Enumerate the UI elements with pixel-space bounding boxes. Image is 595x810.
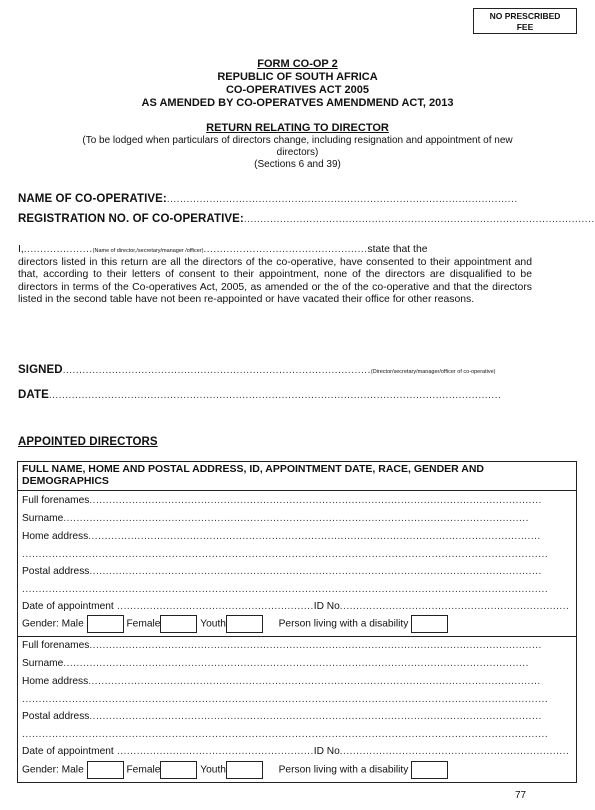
id-label: ID No [313,601,340,612]
youth-label: Youth [200,764,226,776]
id-line[interactable]: ...................................................................... [339,746,570,757]
date-field[interactable]: DATE.......................................................................................................................................... [18,389,502,401]
youth-checkbox[interactable] [226,615,263,633]
appointment-date-line[interactable]: ............................................................ [113,601,314,612]
male-label: Male [61,764,84,776]
return-note-line2: directors) [276,147,319,158]
form-number: FORM CO-OP 2 [257,58,338,70]
postal-address-label: Postal address [22,566,90,577]
postal-address-line2[interactable]: .............................................................................................................................................................. [22,584,549,595]
act-line: CO-OPERATIVES ACT 2005 [225,84,370,96]
postal-address-field[interactable]: Postal address.......................................................................................................................................... [22,711,542,722]
disability-label: Person living with a disability [278,618,409,630]
appointment-id-row [22,601,570,612]
female-checkbox[interactable] [160,761,197,779]
home-address-line2[interactable]: .............................................................................................................................................................. [22,694,549,705]
gender-label: Gender: [22,764,59,776]
surname-field[interactable]: Surname.............................................................................................................................................. [22,513,529,524]
statement-body: directors listed in this return are all the directors of the co-operative, have consented to their appointment and that, according to their letters of consent to their appointment, none of the directors are disqualified to be directors in terms of the Co-operatives Act, 2005, as amended or the of the co-operative and that the directors listed in the second table have not been re-appointed or have vacated their office for other reasons. [18,257,532,305]
coop-name-label: NAME OF CO-OPERATIVE: [18,193,167,205]
coop-name-field[interactable]: NAME OF CO-OPERATIVE:........................................................................................................... [18,193,518,205]
page-number: 77 [515,790,527,801]
entry-divider [17,636,577,637]
signed-label: SIGNED [18,364,63,376]
date-label: DATE [18,389,49,401]
appointment-date-label: Date of appointment [22,746,114,757]
female-checkbox[interactable] [160,615,197,633]
id-line[interactable]: ...................................................................... [339,601,570,612]
country-line: REPUBLIC OF SOUTH AFRICA [217,71,378,83]
fee-box-line2: FEE [516,22,534,32]
home-address-label: Home address [22,531,89,542]
female-label: Female [126,764,161,776]
signed-field[interactable]: SIGNED..............................................................................................(Director/secretary/manager/officer of co-operative) [18,364,496,376]
no-prescribed-fee-box [473,8,577,34]
male-checkbox[interactable] [87,761,124,779]
postal-address-line2[interactable]: .............................................................................................................................................................. [22,729,549,740]
female-label: Female [126,618,161,630]
forenames-field[interactable]: Full forenames.......................................................................................................................................... [22,640,542,651]
forenames-label: Full forenames [22,640,90,651]
registration-number-field[interactable]: REGISTRATION NO. OF CO-OPERATIVE:........................................................................................................... [18,213,595,225]
statement-text1: state that the [367,244,428,255]
home-address-field[interactable]: Home address.......................................................................................................................................... [22,531,541,542]
appointed-directors-heading: APPOINTED DIRECTORS [18,436,158,448]
home-address-label: Home address [22,676,89,687]
signed-hint: (Director/secretary/manager/officer of co-operative) [370,369,496,375]
disability-checkbox[interactable] [411,615,448,633]
fee-box-line1: NO PRESCRIBED [489,11,561,21]
amended-line: AS AMENDED BY CO-OPERATVES AMENDMEND ACT, 2013 [141,97,454,109]
registration-label: REGISTRATION NO. OF CO-OPERATIVE: [18,213,244,225]
home-address-field[interactable]: Home address.......................................................................................................................................... [22,676,541,687]
gender-label: Gender: [22,618,59,630]
director-name-line[interactable]: ..................... [23,244,93,255]
gender-row [22,615,448,633]
postal-address-field[interactable]: Postal address.......................................................................................................................................... [22,566,542,577]
gender-row [22,761,448,779]
youth-label: Youth [200,618,226,630]
disability-checkbox[interactable] [411,761,448,779]
surname-label: Surname [22,513,64,524]
table-header: FULL NAME, HOME AND POSTAL ADDRESS, ID, APPOINTMENT DATE, RACE, GENDER AND DEMOGRAPHICS [22,463,485,487]
male-label: Male [61,618,84,630]
return-heading [0,122,595,171]
youth-checkbox[interactable] [226,761,263,779]
postal-address-label: Postal address [22,711,90,722]
statement-prefix: I, [18,244,24,255]
id-label: ID No [313,746,340,757]
statement-hint: (Name of director,/secretary/manager /officer) [92,248,204,254]
header-divider [17,490,577,491]
home-address-line2[interactable]: .............................................................................................................................................................. [22,549,549,560]
disability-label: Person living with a disability [278,764,409,776]
forenames-field[interactable]: Full forenames.......................................................................................................................................... [22,495,542,506]
appointment-id-row [22,746,570,757]
surname-label: Surname [22,658,64,669]
return-note-line1: (To be lodged when particulars of directors change, including resignation and appointment of new [82,135,513,146]
form-header [0,58,595,110]
appointment-date-line[interactable]: ............................................................ [113,746,314,757]
declaration-statement: I,.....................(Name of director,/secretary/manager /officer)..................................................state that the directors listed in this return are all the directors of the co-operative, have consented to their appointment and that, according to their letters of consent to their appointment, none of the directors are disqualified to be directors in terms of the Co-operatives Act, 2005, as amended or the of the co-operative and that the directors listed in the second table have not been re-appointed or have vacated their office for other reasons. [18,244,532,305]
surname-field[interactable]: Surname.............................................................................................................................................. [22,658,529,669]
return-sections: (Sections 6 and 39) [254,159,341,170]
forenames-label: Full forenames [22,495,90,506]
return-title: RETURN RELATING TO DIRECTOR [206,122,389,134]
male-checkbox[interactable] [87,615,124,633]
appointment-date-label: Date of appointment [22,601,114,612]
